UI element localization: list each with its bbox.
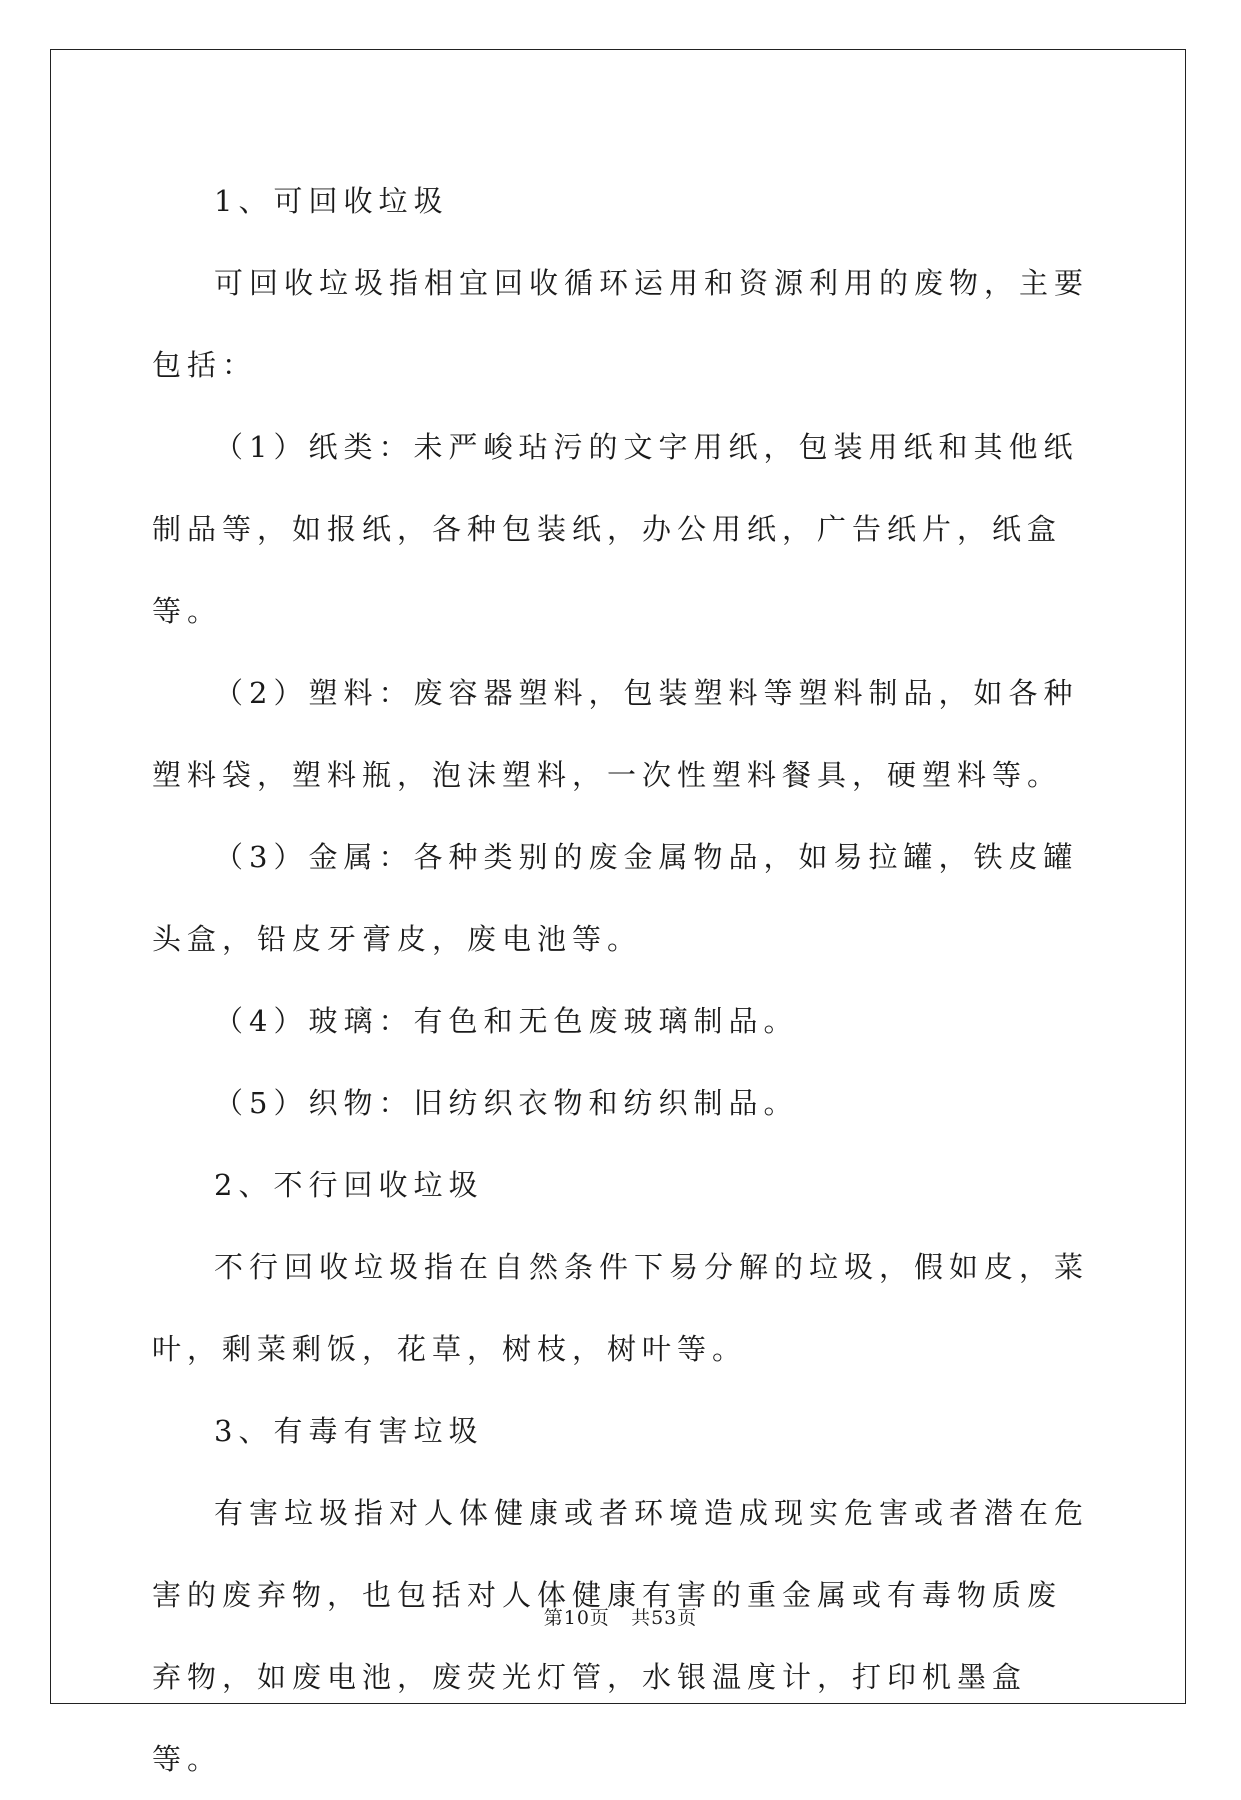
paragraph-glass: （4）玻璃：有色和无色废玻璃制品。 [214,1004,799,1038]
paragraph-textile: （5）织物：旧纺织衣物和纺织制品。 [214,1086,799,1120]
paragraph-metal: （3）金属：各种类别的废金属物品，如易拉罐，铁皮罐头盒，铅皮牙膏皮，废电池等。 [152,840,1079,956]
section-heading-non-recyclable: 2、不行回收垃圾 [214,1168,484,1202]
paragraph-plastic: （2）塑料：废容器塑料，包装塑料等塑料制品，如各种塑料袋，塑料瓶，泡沫塑料，一次性塑料餐具，硬塑料等。 [152,676,1079,792]
paragraph-hazardous-definition: 有害垃圾指对人体健康或者环境造成现实危害或者潜在危害的废弃物，也包括对人体健康有害的重金属或有毒物质废弃物，如废电池，废荧光灯管，水银温度计，打印机墨盒等。 [152,1496,1090,1776]
paragraph-paper: （1）纸类：未严峻玷污的文字用纸，包装用纸和其他纸制品等，如报纸，各种包装纸，办公用纸，广告纸片，纸盒等。 [152,430,1079,628]
section-heading-recyclable: 1、可回收垃圾 [214,184,449,218]
document-body [152,160,1096,1800]
section-heading-hazardous: 3、有毒有害垃圾 [214,1414,484,1448]
page-number: 第10页 [543,1607,610,1629]
paragraph-recyclable-definition: 可回收垃圾指相宜回收循环运用和资源利用的废物，主要包括： [152,266,1090,382]
page-footer [0,1603,1241,1630]
page-total: 共53页 [631,1607,698,1629]
paragraph-non-recyclable-definition: 不行回收垃圾指在自然条件下易分解的垃圾，假如皮，菜叶，剩菜剩饭，花草，树枝，树叶等。 [152,1250,1090,1366]
